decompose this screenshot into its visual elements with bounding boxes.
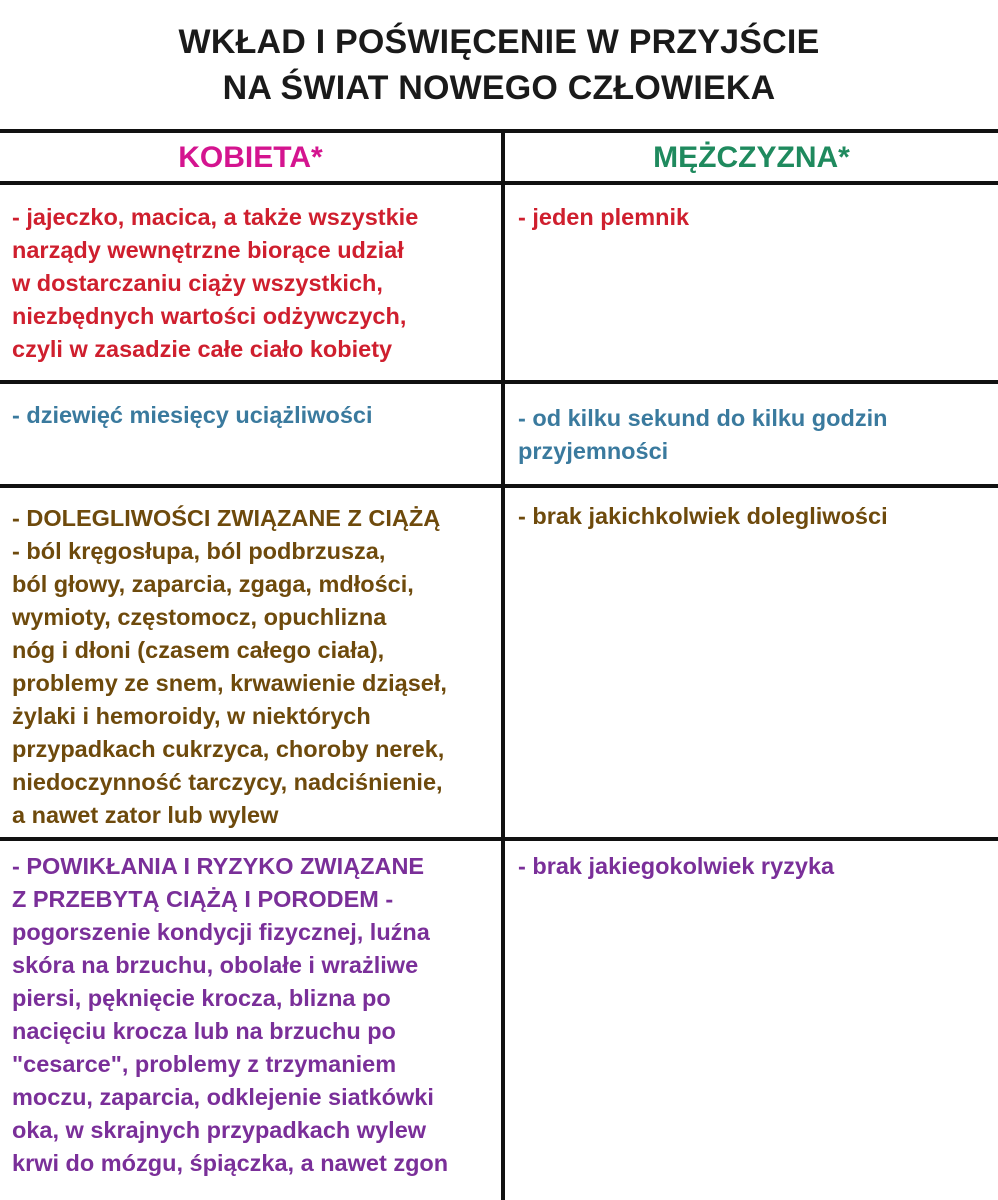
text-line: piersi, pęknięcie krocza, blizna po xyxy=(12,985,391,1011)
text-line: przyjemności xyxy=(518,438,669,464)
row-1-right-cell xyxy=(518,201,689,234)
title-line-2: NA ŚWIAT NOWEGO CZŁOWIEKA xyxy=(222,69,776,107)
text-line: w dostarczaniu ciąży wszystkich, xyxy=(12,270,383,296)
text-line: narządy wewnętrzne biorące udział xyxy=(12,237,404,263)
text-line: przypadkach cukrzyca, choroby nerek, xyxy=(12,736,445,762)
text-line: oka, w skrajnych przypadkach wylew xyxy=(12,1117,427,1143)
text-line: "cesarce", problemy z trzymaniem xyxy=(12,1051,397,1077)
divider-row-2 xyxy=(0,484,998,488)
row-1-left-cell xyxy=(12,201,418,366)
text-line: Z PRZEBYTĄ CIĄŻĄ I PORODEM - xyxy=(12,886,394,912)
row-3-left-cell xyxy=(12,502,447,832)
text-line: żylaki i hemoroidy, w niektórych xyxy=(12,703,371,729)
text-line: nóg i dłoni (czasem całego ciała), xyxy=(12,637,385,663)
text-line: czyli w zasadzie całe ciało kobiety xyxy=(12,336,393,362)
text-line: - jajeczko, macica, a także wszystkie xyxy=(12,204,419,230)
text-line: niedoczynność tarczycy, nadciśnienie, xyxy=(12,769,443,795)
divider-row-1 xyxy=(0,380,998,384)
text-line: - ból kręgosłupa, ból podbrzusza, xyxy=(12,538,386,564)
text-line: niezbędnych wartości odżywczych, xyxy=(12,303,407,329)
text-line: pogorszenie kondycji fizycznej, luźna xyxy=(12,919,430,945)
text-line: - brak jakiegokolwiek ryzyka xyxy=(518,853,835,879)
text-line: - dziewięć miesięcy uciążliwości xyxy=(12,402,373,428)
column-header-man: MĘŻCZYZNA* xyxy=(653,141,850,174)
divider-row-3 xyxy=(0,837,998,841)
text-line: wymioty, częstomocz, opuchlizna xyxy=(12,604,387,630)
row-2-left-cell xyxy=(12,399,373,432)
text-line: - brak jakichkolwiek dolegliwości xyxy=(518,503,888,529)
row-2-right-cell xyxy=(518,402,888,468)
row-4-right-cell xyxy=(518,850,834,883)
text-line: problemy ze snem, krwawienie dziąseł, xyxy=(12,670,447,696)
text-line: nacięciu krocza lub na brzuchu po xyxy=(12,1018,396,1044)
text-line: - jeden plemnik xyxy=(518,204,690,230)
text-line: a nawet zator lub wylew xyxy=(12,802,279,828)
text-line: - DOLEGLIWOŚCI ZWIĄZANE Z CIĄŻĄ xyxy=(12,505,441,531)
text-line: skóra na brzuchu, obolałe i wrażliwe xyxy=(12,952,419,978)
text-line: krwi do mózgu, śpiączka, a nawet zgon xyxy=(12,1150,449,1176)
row-4-left-cell xyxy=(12,850,448,1180)
page-title xyxy=(0,0,998,130)
text-line: - od kilku sekund do kilku godzin xyxy=(518,405,888,431)
text-line: - POWIKŁANIA I RYZYKO ZWIĄZANE xyxy=(12,853,425,879)
text-line: moczu, zaparcia, odklejenie siatkówki xyxy=(12,1084,434,1110)
text-line: ból głowy, zaparcia, zgaga, mdłości, xyxy=(12,571,414,597)
column-header-woman: KOBIETA* xyxy=(178,141,323,174)
row-3-right-cell xyxy=(518,500,888,533)
title-line-1: WKŁAD I POŚWIĘCENIE W PRZYJŚCIE xyxy=(178,23,820,61)
column-divider xyxy=(501,129,505,1200)
